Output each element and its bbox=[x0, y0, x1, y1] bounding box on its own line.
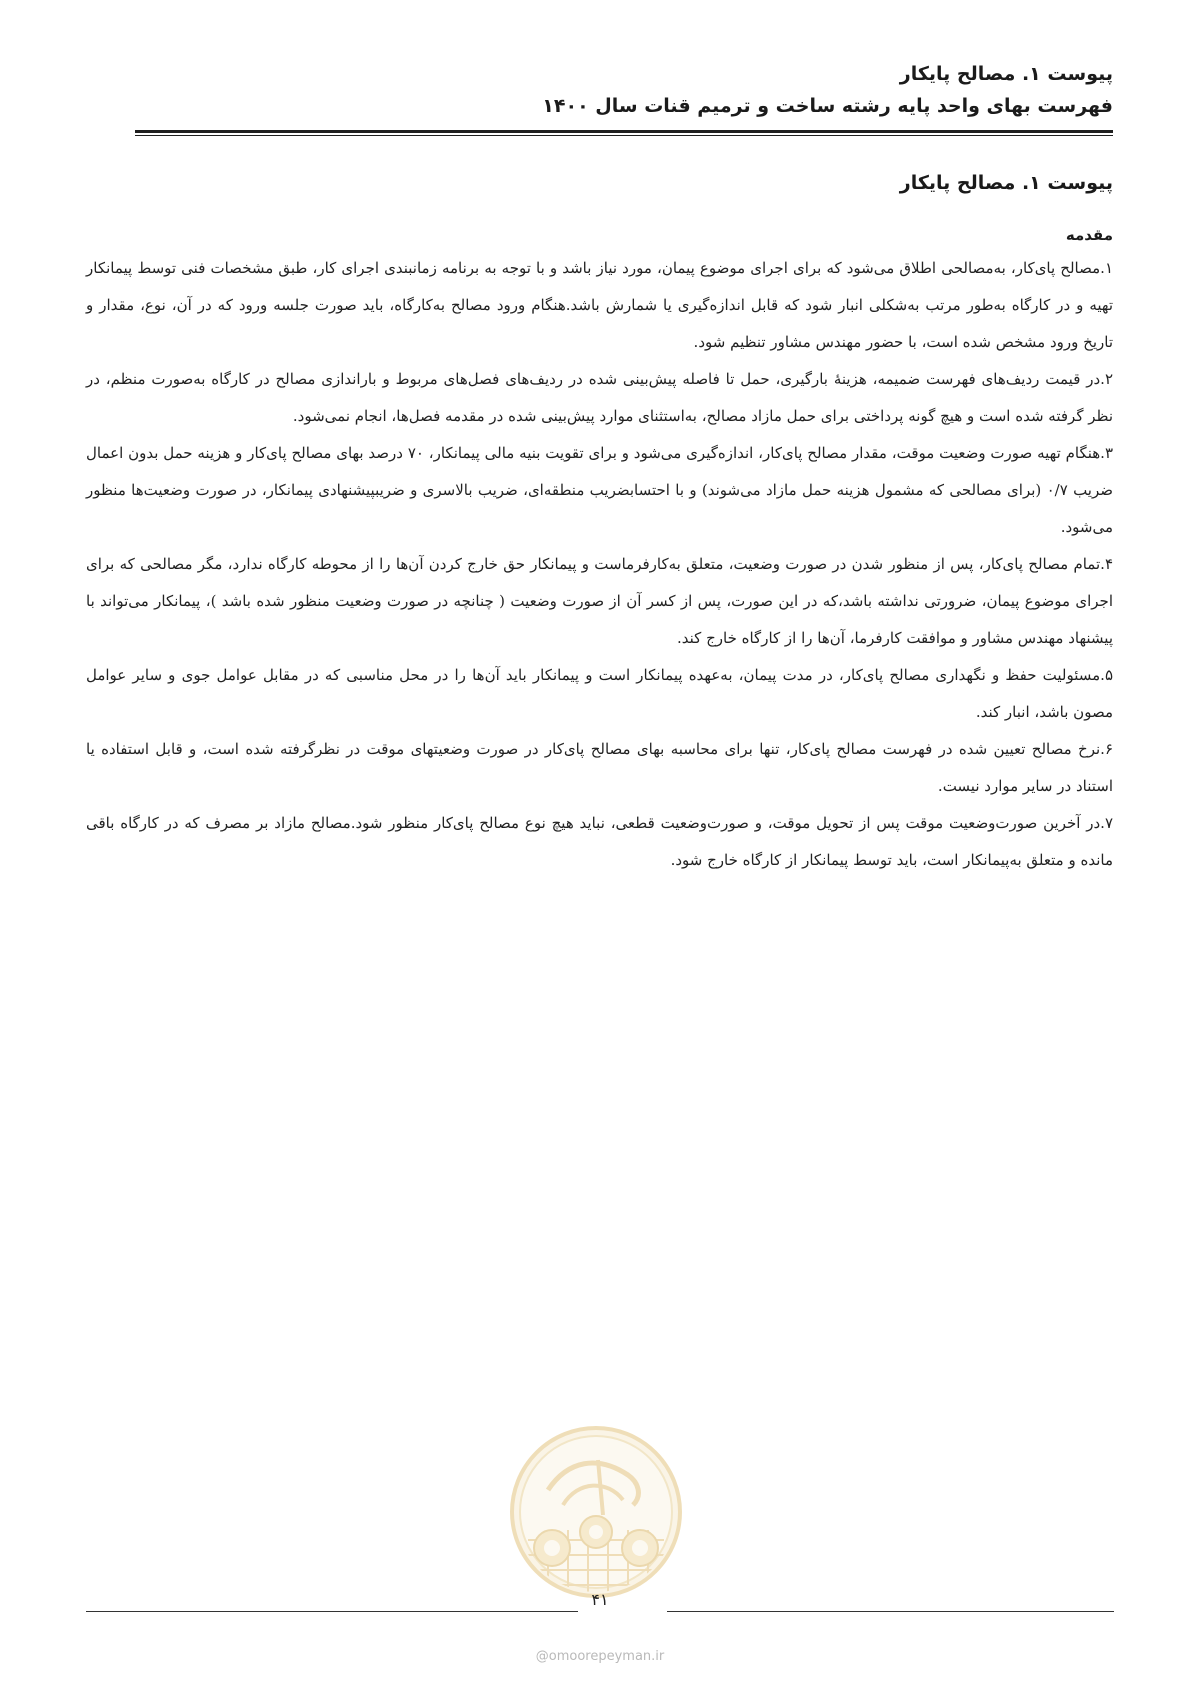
header-document-title: فهرست بهای واحد پایه رشته ساخت و ترمیم قنات سال ۱۴۰۰ bbox=[542, 95, 1113, 117]
header-divider-thick bbox=[135, 130, 1113, 133]
paragraph-6: ۶.نرخ مصالح تعیین شده در فهرست مصالح پای‌کار، تنها برای محاسبه بهای مصالح پای‌کار در صورت وضعیتهای موقت در نظرگرفته شده است، و قابل استفاده یا استناد در سایر موارد نیست. bbox=[86, 740, 1113, 795]
page-number: ۴۱ bbox=[591, 1590, 609, 1609]
paragraph-3: ۳.هنگام تهیه صورت وضعیت موقت، مقدار مصالح پای‌کار، اندازه‌گیری می‌شود و برای تقویت بنیه مالی پیمانکار، ۷۰ درصد بهای مصالح پای‌کار و هزینه حمل بدون اعمال ضریب ۰/۷ (برای مصالحی که مشمول هزینه حمل مازاد می‌شوند) و با احتسابضریب منطقه‌ای، ضریب بالاسری و ضریبپیشنهادی پیمانکار، در صورت وضعیت‌ها منظور می‌شود. bbox=[86, 444, 1114, 536]
section-title: پیوست ۱. مصالح پایکار bbox=[899, 172, 1113, 194]
paragraph-5: ۵.مسئولیت حفظ و نگهداری مصالح پای‌کار، در مدت پیمان، به‌عهده پیمانکار است و پیمانکار باید آن‌ها را در محل مناسبی که در مقابل عوامل جوی و سایر عوامل مصون باشد، انبار کند. bbox=[86, 666, 1113, 721]
footer-divider-left bbox=[86, 1611, 578, 1612]
footer-divider-right bbox=[667, 1611, 1114, 1612]
paragraph-1: ۱.مصالح پای‌کار، به‌مصالحی اطلاق می‌شود که برای اجرای موضوع پیمان، مورد نیاز باشد و با توجه به برنامه زمانبندی اجرای کار، طبق مشخصات فنی توسط پیمانکار تهیه و در کارگاه به‌طور مرتب به‌شکلی انبار شود که قابل اندازه‌گیری یا شمارش باشد.هنگام ورود مصالح به‌کارگاه، باید صورت جلسه ورود که در آن، نوع، مقدار و تاریخ ورود مشخص شده است، با حضور مهندس مشاور تنظیم شود. bbox=[86, 259, 1113, 351]
intro-heading: مقدمه bbox=[1065, 226, 1113, 244]
paragraph-4: ۴.تمام مصالح پای‌کار، پس از منظور شدن در صورت وضعیت، متعلق به‌کارفرماست و پیمانکار حق خارج کردن آن‌ها را از محوطه کارگاه ندارد، مگر مصالحی که برای اجرای موضوع پیمان، ضرورتی نداشته باشد،که در این صورت، پس از کسر آن از صورت وضعیت ( چنانچه در صورت وضعیت منظور شده باشد )، پیمانکار می‌تواند با پیشنهاد مهندس مشاور و موافقت کارفرما، آن‌ها را از کارگاه خارج کند. bbox=[86, 555, 1113, 647]
page-content bbox=[86, 168, 1113, 879]
header-appendix-title: پیوست ۱. مصالح پایکار bbox=[899, 63, 1113, 85]
watermark-url: @omoorepeyman.ir bbox=[535, 1649, 665, 1664]
header-divider bbox=[135, 130, 1113, 137]
paragraph-2: ۲.در قیمت ردیف‌های فهرست ضمیمه، هزینهٔ بارگیری، حمل تا فاصله پیش‌بینی شده در ردیف‌های فصل‌های مربوط و باراندازی مصالح در کارگاه به‌صورت منظم، در نظر گرفته شده است و هیچ گونه پرداختی برای حمل مازاد مصالح، به‌استثنای موارد پیش‌بینی شده در مقدمه فصل‌ها، انجام نمی‌شود. bbox=[86, 370, 1113, 425]
page-header bbox=[135, 58, 1113, 122]
header-divider-thin bbox=[135, 135, 1113, 136]
watermark-logo bbox=[508, 1420, 684, 1616]
paragraph-7: ۷.در آخرین صورت‌وضعیت موقت پس از تحویل موقت، و صورت‌وضعیت قطعی، نباید هیچ نوع مصالح پای‌کار منظور شود.مصالح مازاد بر مصرف که در کارگاه باقی مانده و متعلق به‌پیمانکار است، باید توسط پیمانکار از کارگاه خارج شود. bbox=[86, 814, 1113, 869]
